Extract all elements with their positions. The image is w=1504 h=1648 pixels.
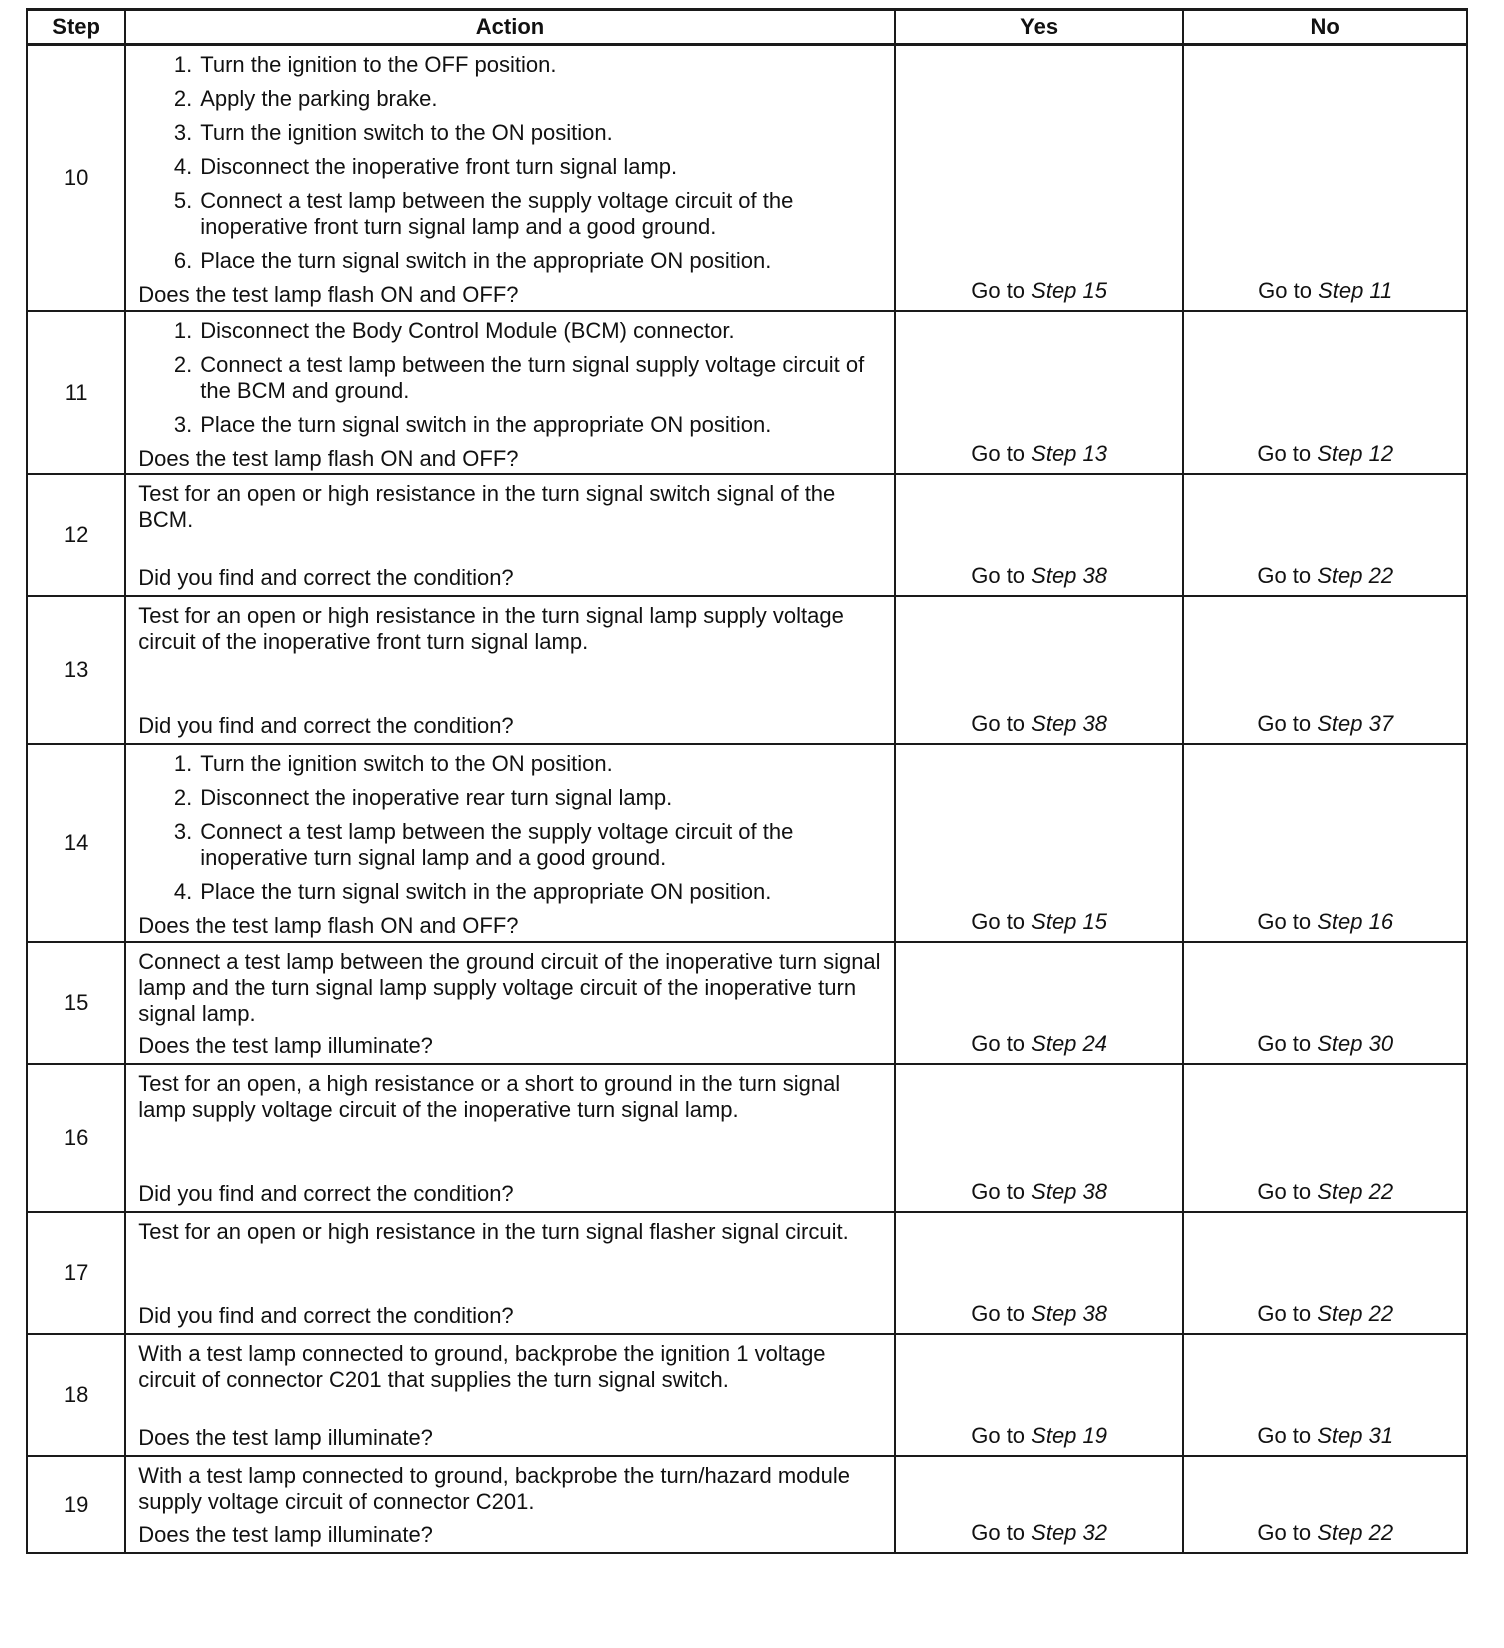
instruction-number: 1. [173, 318, 193, 343]
instruction-number: 5. [173, 188, 193, 213]
instruction-text: Disconnect the Body Control Module (BCM) connector. [200, 318, 735, 343]
action-question: Does the test lamp illuminate? [138, 1033, 433, 1058]
action-question: Did you find and correct the condition? [138, 1303, 514, 1328]
table-row [27, 474, 1467, 596]
yes-cell [895, 1212, 1184, 1334]
no-goto [1257, 711, 1393, 736]
no-cell [1183, 474, 1467, 596]
goto-step-target: Step 30 [1317, 1031, 1394, 1056]
action-question: Did you find and correct the condition? [138, 565, 514, 590]
no-goto [1257, 909, 1393, 934]
table-row [27, 1334, 1467, 1456]
instruction-text: Turn the ignition switch to the ON position. [200, 120, 613, 145]
goto-prefix: Go to [971, 909, 1032, 934]
step-number: 19 [27, 1456, 125, 1553]
instruction-number: 4. [173, 879, 193, 904]
instruction-text: Disconnect the inoperative front turn signal lamp. [200, 154, 678, 179]
goto-step-target: Step 32 [1031, 1520, 1107, 1545]
table-row [27, 1456, 1467, 1553]
no-cell [1183, 45, 1467, 312]
yes-goto [971, 909, 1107, 934]
yes-goto [971, 278, 1107, 303]
yes-goto [971, 711, 1107, 736]
step-number: 10 [27, 45, 125, 312]
instruction-item [138, 352, 886, 404]
step-number: 18 [27, 1334, 125, 1456]
no-cell [1183, 1334, 1467, 1456]
action-cell [125, 596, 895, 744]
goto-step-target: Step 11 [1318, 278, 1393, 303]
table-row [27, 45, 1467, 312]
goto-prefix: Go to [1257, 1179, 1318, 1204]
no-goto [1257, 441, 1393, 466]
action-cell [125, 311, 895, 474]
goto-prefix: Go to [1258, 278, 1319, 303]
no-cell [1183, 596, 1467, 744]
action-question: Did you find and correct the condition? [138, 1181, 514, 1206]
action-cell [125, 1212, 895, 1334]
instruction-item [138, 751, 886, 777]
goto-step-target: Step 38 [1031, 1301, 1107, 1326]
instruction-number: 3. [173, 819, 193, 844]
step-number: 16 [27, 1064, 125, 1212]
instruction-number: 3. [173, 412, 193, 437]
action-text: Test for an open or high resistance in the turn signal switch signal of the BCM. [138, 481, 836, 532]
no-goto [1257, 563, 1393, 588]
action-question: Does the test lamp illuminate? [138, 1425, 433, 1450]
goto-step-target: Step 24 [1031, 1031, 1107, 1056]
goto-prefix: Go to [1257, 1031, 1318, 1056]
goto-step-target: Step 38 [1031, 711, 1107, 736]
goto-step-target: Step 12 [1317, 441, 1394, 466]
table-row [27, 1064, 1467, 1212]
step-number: 14 [27, 744, 125, 942]
yes-cell [895, 311, 1184, 474]
instruction-number: 2. [173, 785, 193, 810]
action-question: Does the test lamp flash ON and OFF? [138, 913, 519, 938]
goto-prefix: Go to [1257, 711, 1318, 736]
no-cell [1183, 1064, 1467, 1212]
header-yes: Yes [895, 10, 1184, 45]
header-no: No [1183, 10, 1467, 45]
instruction-text: Place the turn signal switch in the appropriate ON position. [200, 248, 772, 273]
no-cell [1183, 942, 1467, 1064]
action-cell [125, 744, 895, 942]
instruction-item [138, 154, 886, 180]
goto-step-target: Step 22 [1317, 1301, 1394, 1326]
goto-step-target: Step 16 [1317, 909, 1394, 934]
goto-prefix: Go to [971, 711, 1032, 736]
instruction-number: 4. [173, 154, 193, 179]
instruction-list [138, 751, 886, 913]
goto-prefix: Go to [971, 1031, 1032, 1056]
goto-step-target: Step 22 [1317, 563, 1394, 588]
goto-prefix: Go to [1257, 1520, 1318, 1545]
action-text: Test for an open or high resistance in the turn signal flasher signal circuit. [138, 1219, 849, 1244]
no-cell [1183, 1212, 1467, 1334]
instruction-text: Connect a test lamp between the supply voltage circuit of the inoperative front turn signal lamp and a good ground. [200, 188, 794, 239]
yes-cell [895, 45, 1184, 312]
yes-cell [895, 744, 1184, 942]
action-text: Test for an open or high resistance in the turn signal lamp supply voltage circuit of the inoperative front turn signal lamp. [138, 603, 844, 654]
action-cell [125, 474, 895, 596]
goto-prefix: Go to [1257, 1423, 1318, 1448]
instruction-number: 1. [173, 751, 193, 776]
instruction-text: Place the turn signal switch in the appropriate ON position. [200, 879, 772, 904]
action-text: Test for an open, a high resistance or a short to ground in the turn signal lamp supply voltage circuit of the inoperative turn signal lamp. [138, 1071, 841, 1122]
instruction-item [138, 412, 886, 438]
action-cell [125, 45, 895, 312]
instruction-list [138, 318, 886, 446]
table-row [27, 942, 1467, 1064]
action-cell [125, 1334, 895, 1456]
no-cell [1183, 311, 1467, 474]
table-row [27, 596, 1467, 744]
goto-step-target: Step 22 [1317, 1179, 1394, 1204]
goto-prefix: Go to [971, 1520, 1032, 1545]
yes-cell [895, 474, 1184, 596]
goto-step-target: Step 15 [1031, 278, 1107, 303]
goto-step-target: Step 15 [1031, 909, 1107, 934]
step-number: 11 [27, 311, 125, 474]
instruction-number: 3. [173, 120, 193, 145]
yes-cell [895, 596, 1184, 744]
table-row [27, 1212, 1467, 1334]
header-row [27, 10, 1467, 45]
action-question: Did you find and correct the condition? [138, 713, 514, 738]
instruction-item [138, 86, 886, 112]
step-number: 13 [27, 596, 125, 744]
goto-step-target: Step 31 [1317, 1423, 1394, 1448]
goto-prefix: Go to [971, 563, 1032, 588]
instruction-item [138, 248, 886, 274]
instruction-text: Apply the parking brake. [200, 86, 438, 111]
instruction-item [138, 785, 886, 811]
table-body [27, 45, 1467, 1554]
header-step: Step [27, 10, 125, 45]
goto-prefix: Go to [1257, 1301, 1318, 1326]
goto-step-target: Step 22 [1317, 1520, 1394, 1545]
goto-prefix: Go to [971, 1301, 1032, 1326]
no-goto [1257, 1301, 1393, 1326]
yes-cell [895, 942, 1184, 1064]
yes-cell [895, 1064, 1184, 1212]
instruction-item [138, 819, 886, 871]
action-cell [125, 1064, 895, 1212]
yes-goto [971, 563, 1107, 588]
instruction-item [138, 52, 886, 78]
no-goto [1257, 1423, 1393, 1448]
yes-goto [971, 1179, 1107, 1204]
yes-goto [971, 1301, 1107, 1326]
goto-prefix: Go to [971, 441, 1032, 466]
goto-step-target: Step 38 [1031, 1179, 1107, 1204]
no-goto [1257, 1031, 1393, 1056]
yes-goto [971, 1520, 1107, 1545]
instruction-text: Turn the ignition switch to the ON position. [200, 751, 613, 776]
yes-goto [971, 1031, 1107, 1056]
action-cell [125, 942, 895, 1064]
step-number: 15 [27, 942, 125, 1064]
instruction-item [138, 879, 886, 905]
table-row [27, 744, 1467, 942]
instruction-text: Place the turn signal switch in the appropriate ON position. [200, 412, 772, 437]
goto-step-target: Step 37 [1317, 711, 1394, 736]
no-cell [1183, 744, 1467, 942]
instruction-text: Connect a test lamp between the supply voltage circuit of the inoperative turn signal lamp and a good ground. [200, 819, 794, 870]
action-text: Connect a test lamp between the ground circuit of the inoperative turn signal lamp and the turn signal lamp supply voltage circuit of the inoperative turn signal lamp. [138, 949, 881, 1026]
goto-prefix: Go to [971, 1179, 1032, 1204]
action-cell [125, 1456, 895, 1553]
instruction-item [138, 318, 886, 344]
header-action: Action [125, 10, 895, 45]
goto-prefix: Go to [1257, 909, 1318, 934]
no-goto [1258, 278, 1392, 303]
action-text: With a test lamp connected to ground, backprobe the turn/hazard module supply voltage circuit of connector C201. [138, 1463, 850, 1514]
goto-prefix: Go to [971, 1423, 1032, 1448]
instruction-number: 1. [173, 52, 193, 77]
goto-prefix: Go to [971, 278, 1032, 303]
goto-step-target: Step 19 [1031, 1423, 1107, 1448]
yes-cell [895, 1456, 1184, 1553]
no-goto [1257, 1179, 1393, 1204]
no-goto [1257, 1520, 1393, 1545]
action-question: Does the test lamp illuminate? [138, 1522, 433, 1547]
table-row [27, 311, 1467, 474]
action-question: Does the test lamp flash ON and OFF? [138, 282, 519, 307]
action-question: Does the test lamp flash ON and OFF? [138, 446, 519, 471]
action-text: With a test lamp connected to ground, backprobe the ignition 1 voltage circuit of connector C201 that supplies the turn signal switch. [138, 1341, 826, 1392]
instruction-text: Turn the ignition to the OFF position. [200, 52, 557, 77]
yes-cell [895, 1334, 1184, 1456]
instruction-item [138, 120, 886, 146]
step-number: 12 [27, 474, 125, 596]
goto-step-target: Step 13 [1031, 441, 1107, 466]
yes-goto [971, 1423, 1107, 1448]
instruction-number: 2. [173, 352, 193, 377]
goto-prefix: Go to [1257, 563, 1318, 588]
instruction-text: Connect a test lamp between the turn signal supply voltage circuit of the BCM and ground. [200, 352, 865, 403]
instruction-list [138, 52, 886, 282]
goto-step-target: Step 38 [1031, 563, 1107, 588]
step-number: 17 [27, 1212, 125, 1334]
yes-goto [971, 441, 1107, 466]
no-cell [1183, 1456, 1467, 1553]
instruction-number: 6. [173, 248, 193, 273]
instruction-number: 2. [173, 86, 193, 111]
instruction-item [138, 188, 886, 240]
goto-prefix: Go to [1257, 441, 1318, 466]
diagnostic-table [26, 8, 1468, 1554]
instruction-text: Disconnect the inoperative rear turn signal lamp. [200, 785, 673, 810]
